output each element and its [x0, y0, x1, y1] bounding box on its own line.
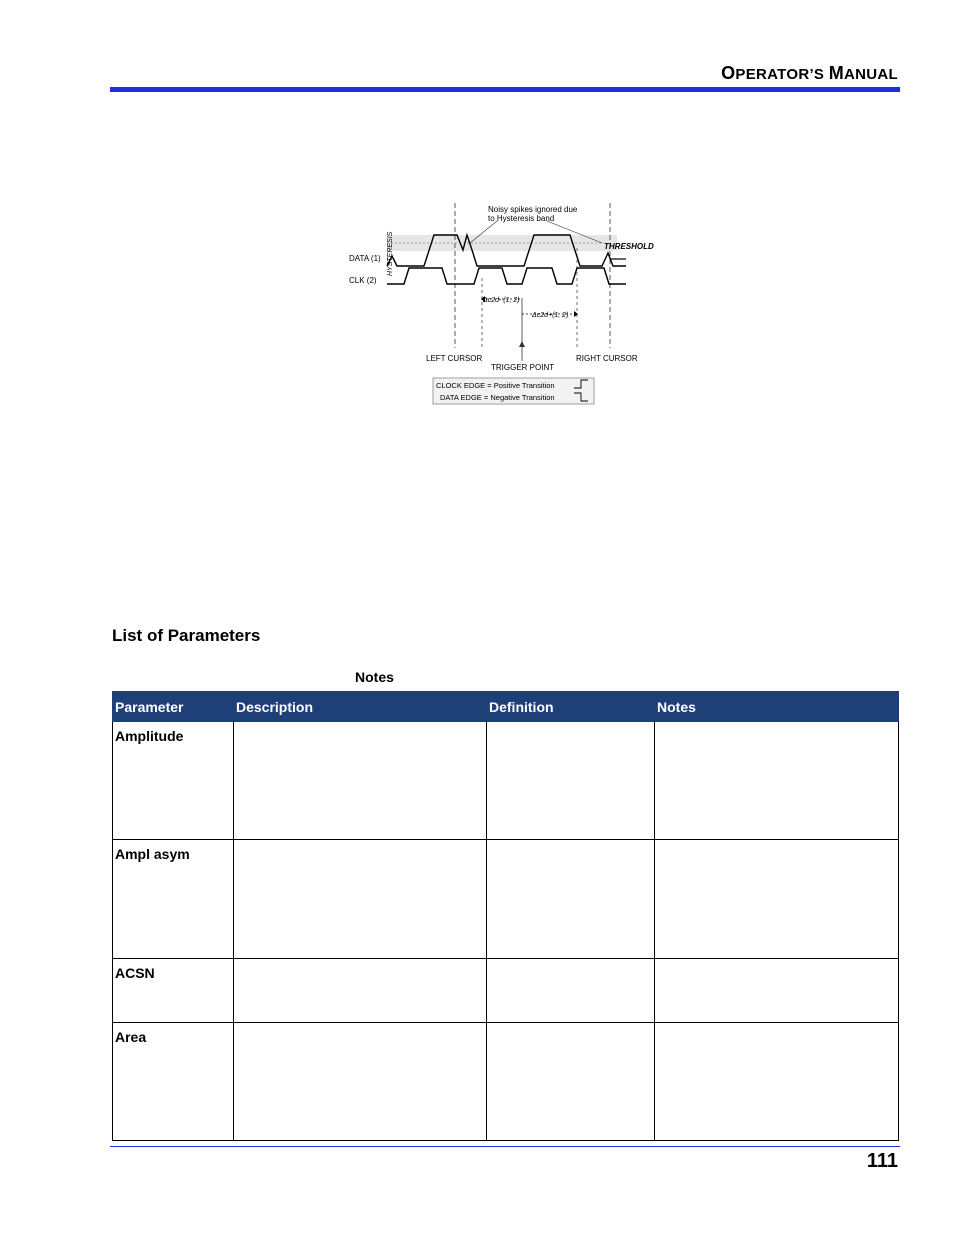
header-rule — [110, 87, 900, 92]
table-header-row — [113, 692, 899, 722]
trigger-arrow — [519, 341, 525, 347]
threshold-label: THRESHOLD — [604, 242, 654, 251]
section-heading: List of Parameters — [112, 626, 261, 645]
notes-cell — [655, 840, 899, 959]
definition-cell — [487, 722, 655, 840]
parameters-table — [112, 691, 899, 1141]
parameter-cell: ACSN — [113, 959, 234, 1023]
notes-cell — [655, 722, 899, 840]
column-header-definition: Definition — [487, 692, 655, 722]
parameter-cell: Area — [113, 1023, 234, 1141]
noisy-label-line2: to Hysteresis band — [488, 214, 555, 223]
running-header-title: OPERATOR’S MANUAL — [721, 63, 898, 83]
delta-right-arrowhead — [574, 311, 578, 317]
parameter-cell: Ampl asym — [113, 840, 234, 959]
description-cell — [234, 722, 487, 840]
table-row — [113, 840, 899, 959]
hysteresis-label: HYSTERESIS — [387, 231, 394, 276]
table-row — [113, 722, 899, 840]
hysteresis-band — [387, 235, 617, 251]
timing-diagram — [342, 198, 662, 410]
trigger-point-label: TRIGGER POINT — [491, 363, 555, 372]
delta-right-label: Δc2d+(1, 2) — [532, 312, 569, 319]
definition-cell — [487, 959, 655, 1023]
left-cursor-label: LEFT CURSOR — [426, 354, 483, 363]
footer-rule — [110, 1146, 900, 1147]
description-cell — [234, 959, 487, 1023]
definition-cell — [487, 840, 655, 959]
description-cell — [234, 840, 487, 959]
notes-cell — [655, 959, 899, 1023]
page-number: 111 — [866, 1150, 898, 1172]
notes-cell — [655, 1023, 899, 1141]
description-cell — [234, 1023, 487, 1141]
column-header-parameter: Parameter — [113, 692, 234, 722]
right-cursor-label: RIGHT CURSOR — [576, 354, 638, 363]
notes-label: Notes — [355, 669, 394, 685]
legend-clock-edge: CLOCK EDGE = Positive Transition — [436, 381, 555, 390]
delta-left-label: Δc2d- (1, 2) — [483, 297, 520, 304]
column-header-description: Description — [234, 692, 487, 722]
column-header-notes: Notes — [655, 692, 899, 722]
table-row — [113, 1023, 899, 1141]
parameter-cell: Amplitude — [113, 722, 234, 840]
clk-waveform — [387, 268, 626, 284]
timing-diagram-figure — [342, 198, 662, 410]
legend-data-edge: DATA EDGE = Negative Transition — [440, 393, 555, 402]
data-label: DATA (1) — [349, 254, 381, 263]
definition-cell — [487, 1023, 655, 1141]
noisy-label-line1: Noisy spikes ignored due — [488, 205, 578, 214]
table-row — [113, 959, 899, 1023]
clk-label: CLK (2) — [349, 276, 377, 285]
